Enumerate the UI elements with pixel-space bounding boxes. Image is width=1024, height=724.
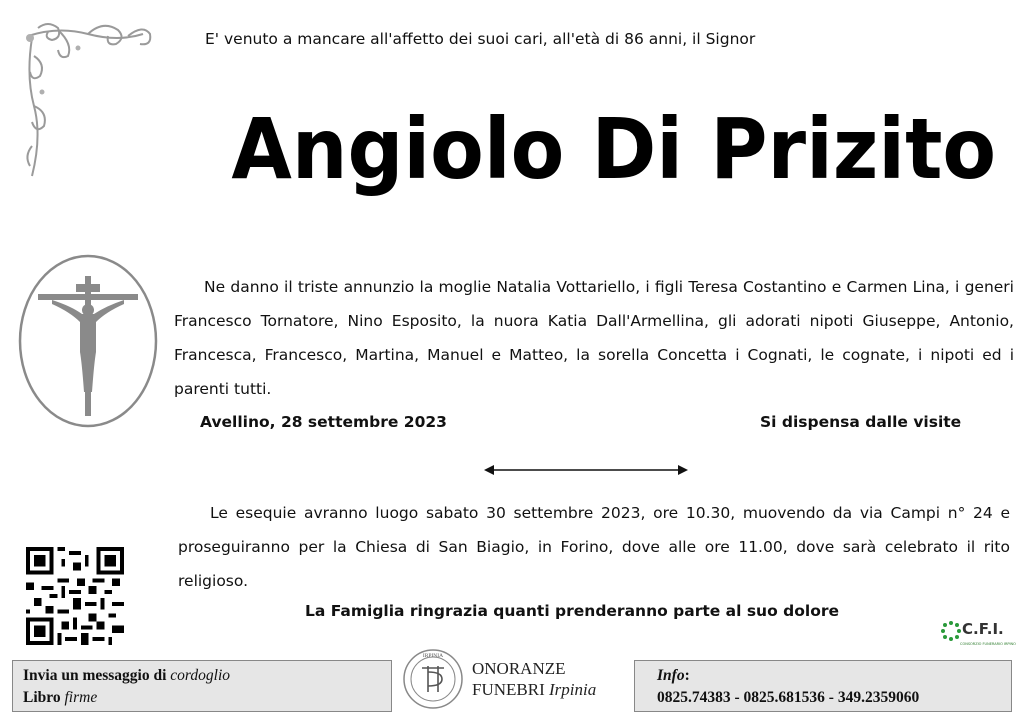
info-colon: : (684, 667, 690, 684)
onoranze-logo-icon (402, 648, 464, 710)
qr-code-icon[interactable] (26, 547, 124, 645)
no-visits-note: Si dispensa dalle visite (760, 413, 962, 431)
double-arrow-divider (484, 462, 688, 478)
book-italic: firme (64, 689, 98, 706)
announcement-text: Ne danno il triste annunzio la moglie Natalia Vottariello, i figli Teresa Costantino e Carmen Lina, i generi Francesco Tornatore, Nino Esposito, la nuora Katia Dall'Armellina, gli adorati nipoti Giuseppe, Antonio, Francesca, Francesco, Martina, Manuel e Matteo, la sorella Concetta i Cognati, le cognate, i nipoti ed i parenti tutti. (174, 278, 1014, 398)
crucifix-icon (16, 252, 160, 430)
condolence-prefix: Invia un messaggio di (23, 667, 171, 684)
condolence-italic: cordoglio (170, 667, 230, 684)
funeral-text: Le esequie avranno luogo sabato 30 settembre 2023, ore 10.30, muovendo da via Campi n° 24 e proseguiranno per la Chiesa di San Biagio, in Forino, dove alle ore 11.00, dove sarà celebrato il rito religioso. (178, 504, 1010, 590)
book-prefix: Libro (23, 689, 65, 706)
brand-italic: Irpinia (548, 680, 597, 699)
brand-line2-text: FUNEBRI (472, 680, 549, 699)
intro-text: E' venuto a mancare all'affetto dei suoi cari, all'età di 86 anni, il Signor (205, 30, 756, 48)
info-label: Info (657, 667, 685, 684)
brand-line1: ONORANZE (472, 659, 566, 678)
brand-line2 (472, 679, 596, 700)
place-date: Avellino, 28 settembre 2023 (200, 413, 447, 431)
info-box (634, 660, 1012, 712)
condolence-link[interactable] (23, 665, 381, 687)
brand-name (472, 658, 596, 700)
deceased-name: Angiolo Di Prizito (231, 100, 997, 198)
logo-top-text: IRPINIA (422, 653, 444, 659)
guestbook-link[interactable] (23, 687, 381, 709)
cfi-logo (940, 618, 1016, 652)
cfi-subtext: CONSORZIO FUNERARIO IRPINO (960, 642, 1016, 646)
phone-numbers[interactable]: 0825.74383 - 0825.681536 - 349.2359060 (657, 689, 920, 706)
condolence-box[interactable] (12, 660, 392, 712)
thanks-text: La Famiglia ringrazia quanti prenderanno parte al suo dolore (305, 602, 840, 620)
cfi-dots-icon (940, 620, 962, 642)
cfi-text: C.F.I. (962, 620, 1004, 638)
